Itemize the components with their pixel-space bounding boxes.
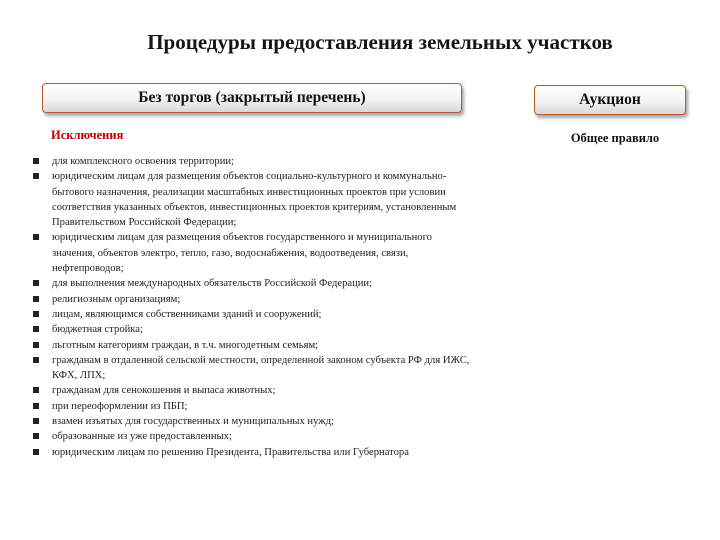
- square-bullet-icon: [33, 173, 40, 180]
- list-item-text: религиозным организациям;: [52, 293, 181, 305]
- square-bullet-icon: [33, 387, 40, 394]
- list-item: [33, 307, 473, 322]
- list-item: [33, 276, 473, 291]
- no-auction-label: Без торгов (закрытый перечень): [138, 89, 366, 106]
- square-bullet-icon: [33, 311, 40, 318]
- list-item-text: для комплексного освоения территории;: [52, 156, 234, 167]
- list-item-text: льготным категориям граждан, в т.ч. многодетным семьям;: [52, 339, 319, 351]
- list-item: [33, 322, 473, 337]
- square-bullet-icon: [33, 342, 40, 349]
- list-item-text: гражданам для сенокошения и выпаса животных;: [52, 385, 276, 397]
- no-auction-box: [42, 83, 462, 113]
- list-item-text: при переоформлении из ПБП;: [52, 400, 188, 412]
- auction-box: [534, 85, 686, 115]
- list-item-text: юридическим лицам по решению Президента, Правительства или Губернатора: [52, 446, 409, 458]
- exceptions-heading: Исключения: [51, 128, 124, 142]
- general-rule-label: Общее правило: [570, 131, 660, 145]
- list-item: [33, 338, 473, 353]
- square-bullet-icon: [33, 357, 40, 364]
- square-bullet-icon: [33, 280, 40, 287]
- auction-label: Аукцион: [579, 91, 641, 108]
- list-item-text: лицам, являющимся собственниками зданий и сооружений;: [52, 308, 322, 320]
- list-item-text: взамен изъятых для государственных и муниципальных нужд;: [52, 416, 334, 428]
- list-item: [33, 169, 473, 230]
- square-bullet-icon: [33, 418, 40, 425]
- list-item-text: бюджетная стройка;: [52, 324, 143, 336]
- list-item-text: для выполнения международных обязательств Российской Федерации;: [52, 278, 373, 290]
- list-item-text: гражданам в отдаленной сельской местности, определенной законом субъекта РФ для ИЖС, КФХ, ЛПХ;: [52, 354, 470, 382]
- page-title: Процедуры предоставления земельных участков: [147, 30, 613, 54]
- list-item: [33, 414, 473, 429]
- list-item: [33, 383, 473, 398]
- list-item: [33, 292, 473, 307]
- list-item: [33, 353, 473, 384]
- list-item-text: юридическим лицам для размещения объектов социально-культурного и коммунально-бытового назначения, реализации масштабных инвестиционных проектов при условии соответствия указанных объектов, инвестиционных проектов критериям, установленным Правительством Российской Федерации;: [52, 171, 457, 229]
- list-item-text: образованные из уже предоставленных;: [52, 431, 232, 443]
- list-item-text: юридическим лицам для размещения объектов государственного и муниципального значения, объектов электро, тепло, газо, водоснабжения, водоотведения, связи, нефтепроводов;: [52, 232, 432, 275]
- square-bullet-icon: [33, 433, 40, 440]
- list-item: [33, 399, 473, 414]
- square-bullet-icon: [33, 296, 40, 303]
- square-bullet-icon: [33, 234, 40, 241]
- list-item: [33, 429, 473, 444]
- square-bullet-icon: [33, 449, 40, 456]
- square-bullet-icon: [33, 403, 40, 410]
- list-item: [33, 230, 473, 276]
- list-item: [33, 154, 473, 169]
- square-bullet-icon: [33, 326, 40, 333]
- exceptions-list: [33, 154, 473, 460]
- list-item: [33, 445, 473, 460]
- square-bullet-icon: [33, 158, 40, 165]
